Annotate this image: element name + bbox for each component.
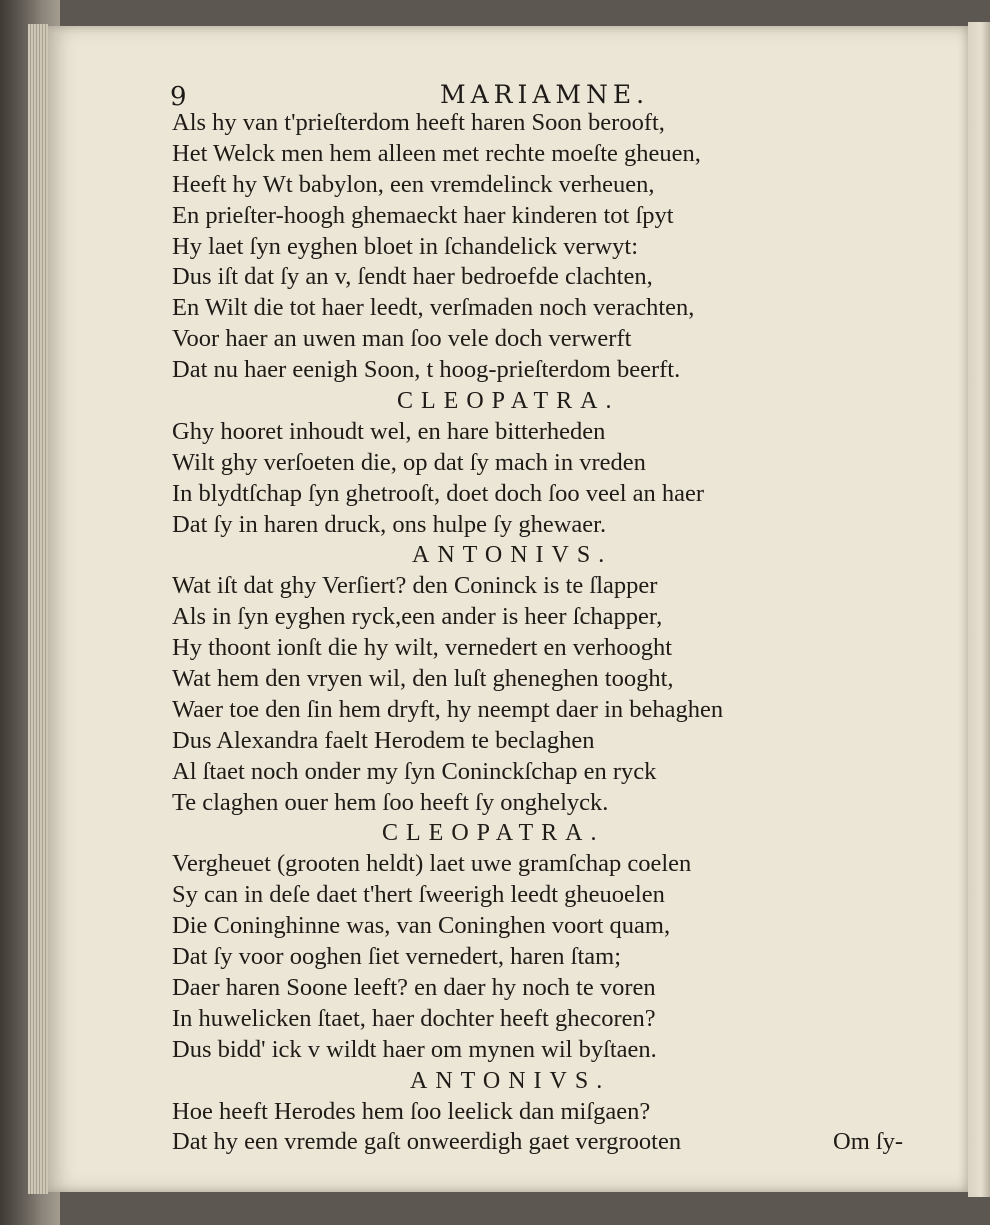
verse-line: Dus iſt dat ſy an v, ſendt haer bedroefde clachten,	[172, 263, 653, 291]
verse-text	[172, 108, 892, 1158]
verse-line: Als hy van t'prieſterdom heeft haren Soon berooft,	[172, 109, 665, 136]
verse-line: Wat hem den vryen wil, den luſt gheneghen tooght,	[172, 665, 674, 693]
verse-line: Wilt ghy verſoeten die, op dat ſy mach in vreden	[172, 448, 646, 476]
catchword: Om ſy-	[833, 1128, 904, 1155]
verse-line: Vergheuet (grooten heldt) laet uwe gramſchap coelen	[172, 850, 692, 878]
verse-line: Het Welck men hem alleen met rechte moeſte gheuen,	[172, 139, 701, 167]
verse-line: Hoe heeft Herodes hem ſoo leelick dan miſgaen?	[172, 1097, 651, 1125]
verse-line: Voor haer an uwen man ſoo vele doch verwerft	[172, 325, 632, 353]
verse-line: Dat nu haer eenigh Soon, t hoog-prieſterdom beerft.	[172, 356, 681, 384]
verse-line: Ghy hooret inhoudt wel, en hare bitterheden	[172, 417, 606, 445]
verse-line: En prieſter-hoogh ghemaeckt haer kinderen tot ſpyt	[172, 201, 674, 229]
verse-line: Te claghen ouer hem ſoo heeft ſy onghelyck.	[172, 788, 609, 816]
verse-line: Die Coninghinne was, van Coninghen voort quam,	[172, 912, 671, 940]
verse-line: En Wilt die tot haer leedt, verſmaden noch verachten,	[172, 294, 695, 322]
facing-page-edge	[968, 22, 990, 1197]
verse-line: Wat iſt dat ghy Verſiert? den Coninck is te ſlapper	[172, 572, 658, 600]
page-number: 9	[170, 82, 187, 112]
speaker-name: ANTONIVS.	[412, 542, 613, 569]
verse-line: Al ſtaet noch onder my ſyn Coninckſchap en ryck	[172, 757, 657, 785]
verse-line: Dus bidd' ick v wildt haer om mynen wil byſtaen.	[172, 1035, 657, 1063]
speaker-name: CLEOPATRA.	[397, 388, 620, 415]
verse-line: Daer haren Soone leeft? en daer hy noch te voren	[172, 973, 656, 1001]
speaker-name: CLEOPATRA.	[382, 820, 605, 847]
verse-line: Dat hy een vremde gaſt onweerdigh gaet vergrooten	[172, 1128, 682, 1156]
verse-line: Waer toe den ſin hem dryft, hy neempt daer in behaghen	[172, 695, 724, 723]
verse-line: Sy can in deſe daet t'hert ſweerigh leedt gheuoelen	[172, 881, 665, 909]
verse-line: Dus Alexandra faelt Herodem te beclaghen	[172, 726, 595, 754]
verse-line: In blydtſchap ſyn ghetrooſt, doet doch ſoo veel an haer	[172, 479, 705, 507]
speaker-name: ANTONIVS.	[410, 1067, 611, 1094]
verse-line: Hy laet ſyn eyghen bloet in ſchandelick verwyt:	[172, 232, 639, 260]
verse-line: Dat ſy in haren druck, ons hulpe ſy ghewaer.	[172, 510, 607, 538]
page-stack	[28, 24, 48, 1194]
verse-line: Hy thoont ionſt die hy wilt, vernedert en verhooght	[172, 634, 673, 662]
verse-line: In huwelicken ſtaet, haer dochter heeft ghecoren?	[172, 1004, 656, 1032]
verse-line: Als in ſyn eyghen ryck,een ander is heer ſchapper,	[172, 603, 663, 631]
verse-line: Heeft hy Wt babylon, een vremdelinck verheuen,	[172, 170, 655, 198]
verse-line: Dat ſy voor ooghen ſiet vernedert, haren ſtam;	[172, 943, 622, 971]
running-head: MARIAMNE.	[440, 80, 650, 109]
